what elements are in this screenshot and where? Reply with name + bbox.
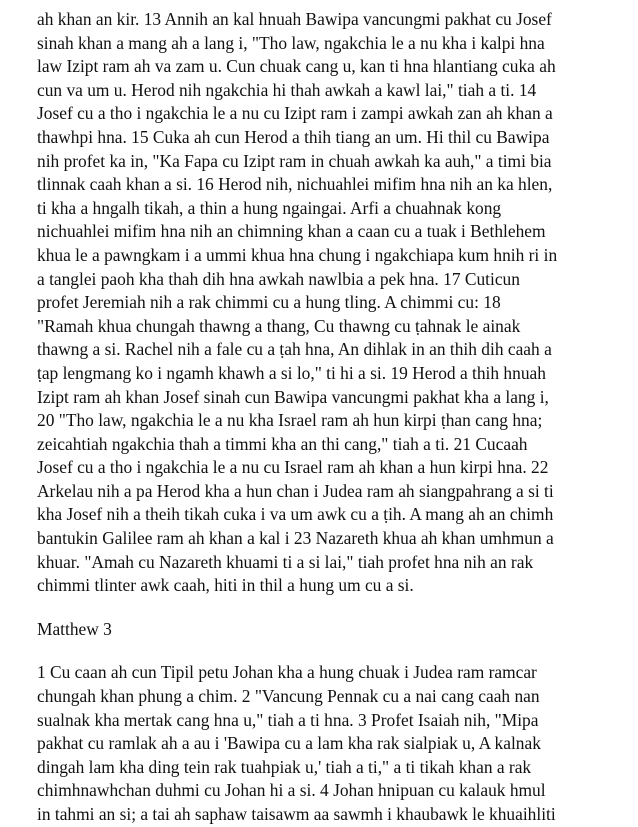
text-line: chungah khan phung a chim. 2 "Vancung Pennak cu a nai cang caah nan [37, 686, 540, 707]
text-line: chimhnawhchan duhmi cu Johan hi a si. 4 Johan hnipuan cu kalauk hmul [37, 780, 546, 801]
text-line: Josef cu a tho i ngakchia le a nu cu Israel ram ah khan a hun kirpi hna. 22 [37, 457, 549, 478]
text-line: Izipt ram ah khan Josef sinah cun Bawipa vancungmi pakhat kha a lang i, [37, 386, 549, 407]
text-line: ṭap lengmang ko i ngamh khawh a si lo," ti hi a si. 19 Herod a thih hnuah [37, 362, 546, 383]
text-line: pakhat cu ramlak ah a au i 'Bawipa cu a lam kha rak sialpiak u, A kalnak [37, 733, 541, 754]
text-line: "Ramah khua chungah thawng a thang, Cu thawng cu ṭahnak le ainak [37, 315, 521, 336]
text-line: sualnak kha mertak cang hna u," tiah a ti hna. 3 Profet Isaiah nih, "Mipa [37, 709, 539, 730]
text-line: tlinnak caah khan a si. 16 Herod nih, nichuahlei mifim hna nih an ka hlen, [37, 174, 553, 195]
text-line: Josef cu a tho i ngakchia le a nu cu Izipt ram i zampi awkah zan ah khan a [37, 103, 553, 124]
text-line: sinah khan a mang ah a lang i, "Tho law, ngakchia le a nu kha i kalpi hna [37, 32, 545, 53]
text-line: a tanglei paoh kha thah dih hna awkah nawlbia a pek hna. 17 Cuticun [37, 268, 520, 289]
text-line: Arkelau nih a pa Herod kha a hun chan i Judea ram ah siangpahrang a si ti [37, 480, 554, 501]
paragraph-matthew-3-start [37, 661, 617, 826]
text-line: dingah lam kha ding tein rak tuahpiak u,' tiah a ti," a ti tikah khan a rak [37, 756, 532, 777]
text-line: thawhpi hna. 15 Cuka ah cun Herod a thih tiang an um. Hi thil cu Bawipa [37, 126, 550, 147]
text-line: kha Josef nih a theih tikah cuka i va um awk cu a ṭih. A mang ah an chimh [37, 504, 554, 525]
text-line: ah khan an kir. 13 Annih an kal hnuah Bawipa vancungmi pakhat cu Josef [37, 9, 552, 29]
text-line: 20 "Tho law, ngakchia le a nu kha Israel ram ah hun kirpi ṭhan cang hna; [37, 410, 543, 431]
text-line: bantukin Galilee ram ah khan a kal i 23 Nazareth khua ah khan umhmun a [37, 528, 554, 549]
document-page [37, 8, 617, 827]
text-line: chimmi tlinter awk caah, hiti in thil a hung um cu a si. [37, 575, 414, 596]
text-line: khuar. "Amah cu Nazareth khuami ti a si lai," tiah profet hna nih an rak [37, 551, 534, 572]
text-line: nichuahlei mifim hna nih an chimning khan a caan cu a tuak i Bethlehem [37, 221, 546, 242]
text-line: zeicahtiah ngakchia thah a timmi kha an thi cang," tiah a ti. 21 Cucaah [37, 433, 528, 454]
text-line: khua le a pawngkam i a ummi khua hna chung i ngakchiapa kum hnih ri in [37, 244, 558, 265]
text-line: in tahmi an si; a tai ah saphaw taisawm aa sawmh i khaubawk le khuaihliti [37, 804, 556, 824]
text-line: nih profet ka in, "Ka Fapa cu Izipt ram in chuah awkah ka auh," a timi bia [37, 150, 552, 171]
chapter-heading: Matthew 3 [37, 618, 112, 639]
text-line: ti kha a hngalh tikah, a thin a hung ngaingai. Arfi a chuahnak kong [37, 197, 502, 218]
paragraph-gap [37, 598, 617, 618]
text-line: thawng a si. Rachel nih a fale cu a ṭah hna, An dihlak in an thih dih caah a [37, 339, 552, 360]
text-line: 1 Cu caan ah cun Tipil petu Johan kha a hung chuak i Judea ram ramcar [37, 662, 537, 683]
paragraph-matthew-2-end [37, 8, 617, 598]
paragraph-gap [37, 641, 617, 661]
text-line: cun va um u. Herod nih ngakchia hi thah awkah a kawl lai," tiah a ti. 14 [37, 79, 537, 100]
text-line: law Izipt ram ah va zam u. Cun chuak cang u, kan ti hna hlantiang cuka ah [37, 56, 556, 77]
text-line: profet Jeremiah nih a rak chimmi cu a hung tling. A chimmi cu: 18 [37, 292, 501, 313]
